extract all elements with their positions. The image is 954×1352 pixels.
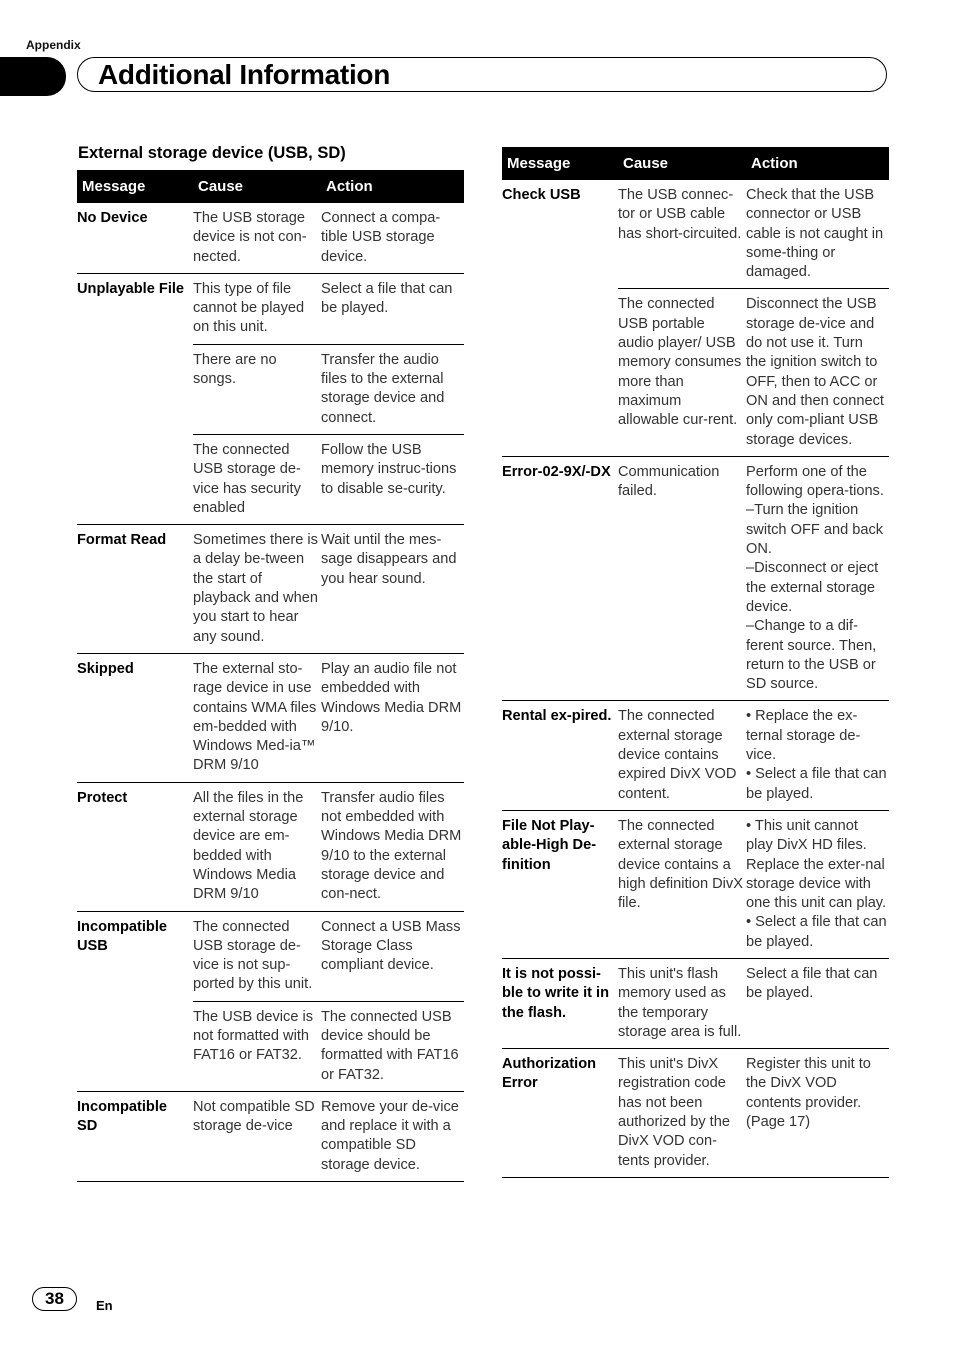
message-cell: [77, 1001, 193, 1091]
section-heading: External storage device (USB, SD): [78, 144, 346, 162]
table-row: [502, 810, 889, 958]
cause-cell: The connected USB storage de-vice is not sup-ported by this unit.: [193, 911, 321, 1001]
table-row: [77, 1091, 464, 1181]
message-cell: Rental ex-pired.: [502, 701, 618, 810]
column-header-message: Message: [502, 147, 618, 180]
appendix-label: Appendix: [26, 38, 81, 52]
message-cell: [77, 434, 193, 524]
action-cell: Transfer the audio files to the external storage device and connect.: [321, 344, 464, 434]
action-cell: Connect a USB Mass Storage Class compliant device.: [321, 911, 464, 1001]
action-cell: Select a file that can be played.: [321, 273, 464, 344]
table-row: [77, 782, 464, 911]
column-header-cause: Cause: [193, 170, 321, 203]
message-cell: Incompatible USB: [77, 918, 168, 954]
right-message-table: [502, 147, 889, 1178]
cause-cell: The USB connec-tor or USB cable has short-circuited.: [618, 180, 746, 289]
table-row: [77, 434, 464, 524]
cause-cell: The connected external storage device contains a high definition DivX file.: [618, 810, 746, 958]
message-cell: Protect: [77, 782, 193, 911]
table-header-row: [502, 147, 889, 180]
message-cell: It is not possi-ble to write it in the flash.: [502, 958, 618, 1048]
action-cell: Connect a compa-tible USB storage device.: [321, 203, 464, 273]
message-cell: Format Read: [77, 525, 193, 654]
message-cell: Check USB: [502, 187, 581, 203]
cause-cell: Not compatible SD storage de-vice: [193, 1091, 321, 1181]
table-row: [77, 273, 464, 344]
message-cell: Unplayable File: [77, 280, 185, 297]
action-cell: Follow the USB memory instruc-tions to disable se-curity.: [321, 434, 464, 524]
action-cell: Register this unit to the DivX VOD contents provider. (Page 17): [746, 1049, 889, 1178]
table-row: [77, 203, 464, 273]
table-row: [77, 911, 464, 1001]
action-cell: Disconnect the USB storage de-vice and do not use it. Turn the ignition switch to OFF, then to ACC or ON and then connect only com-pliant USB storage devices.: [746, 289, 889, 456]
message-cell: [77, 344, 193, 434]
column-header-action: Action: [321, 170, 464, 203]
table-row: [502, 701, 889, 810]
table-row: [502, 180, 889, 289]
cause-cell: The connected USB portable audio player/ USB memory consumes more than maximum allowable cur-rent.: [618, 289, 746, 456]
table-row: [77, 1001, 464, 1091]
table-header-row: [77, 170, 464, 203]
cause-cell: There are no songs.: [193, 344, 321, 434]
table-row: [77, 653, 464, 782]
action-cell: Wait until the mes-sage disappears and you hear sound.: [321, 525, 464, 654]
action-cell: • This unit cannot play DivX HD files. Replace the exter-nal storage device with one this unit can play. • Select a file that can be played.: [746, 810, 889, 958]
action-cell: • Replace the ex-ternal storage de-vice. • Select a file that can be played.: [746, 701, 889, 810]
cause-cell: The external sto-rage device in use contains WMA files em-bedded with Windows Med-ia™ DRM 9/10: [193, 653, 321, 782]
cause-cell: Sometimes there is a delay be-tween the start of playback and when you start to hear any sound.: [193, 525, 321, 654]
action-cell: Perform one of the following opera-tions. –Turn the ignition switch OFF and back ON. –Disconnect or eject the external storage device. –Change to a dif-ferent source. Then, return to the USB or SD source.: [746, 456, 889, 701]
action-cell: Play an audio file not embedded with Windows Media DRM 9/10.: [321, 653, 464, 782]
message-cell: Error-02-9X/-DX: [502, 456, 618, 701]
page-number-badge: 38: [32, 1287, 77, 1311]
message-cell: Authorization Error: [502, 1049, 618, 1178]
language-label: En: [96, 1298, 113, 1313]
action-cell: Check that the USB connector or USB cable is not caught in some-thing or damaged.: [746, 180, 889, 289]
action-cell: The connected USB device should be formatted with FAT16 or FAT32.: [321, 1001, 464, 1091]
message-cell: File Not Play-able-High De-finition: [502, 810, 618, 958]
table-row: [502, 289, 889, 456]
cause-cell: The USB storage device is not con-nected.: [193, 203, 321, 273]
table-row: [77, 344, 464, 434]
column-header-cause: Cause: [618, 147, 746, 180]
action-cell: Select a file that can be played.: [746, 958, 889, 1048]
message-cell: [502, 289, 618, 456]
cause-cell: This unit's flash memory used as the temporary storage area is full.: [618, 958, 746, 1048]
column-header-message: Message: [77, 170, 193, 203]
table-row: [502, 456, 889, 701]
table-row: [502, 958, 889, 1048]
cause-cell: The USB device is not formatted with FAT16 or FAT32.: [193, 1001, 321, 1091]
table-row: [502, 1049, 889, 1178]
cause-cell: The connected USB storage de-vice has security enabled: [193, 434, 321, 524]
cause-cell: The connected external storage device contains expired DivX VOD content.: [618, 701, 746, 810]
table-row: [77, 525, 464, 654]
message-cell: Skipped: [77, 653, 193, 782]
left-message-table: [77, 170, 464, 1182]
action-cell: Remove your de-vice and replace it with a compatible SD storage device.: [321, 1091, 464, 1181]
message-cell: Incompatible SD: [77, 1091, 193, 1181]
cause-cell: Communication failed.: [618, 456, 746, 701]
message-cell: No Device: [77, 203, 193, 273]
action-cell: Transfer audio files not embedded with Windows Media DRM 9/10 to the external storage device and con-nect.: [321, 782, 464, 911]
column-header-action: Action: [746, 147, 889, 180]
cause-cell: This unit's DivX registration code has not been authorized by the DivX VOD con-tents provider.: [618, 1049, 746, 1178]
section-tab-marker: [0, 57, 66, 96]
cause-cell: All the files in the external storage device are em-bedded with Windows Media DRM 9/10: [193, 782, 321, 911]
cause-cell: This type of file cannot be played on this unit.: [193, 273, 321, 344]
page-title: Additional Information: [98, 59, 391, 90]
page-title-box: [77, 57, 887, 92]
